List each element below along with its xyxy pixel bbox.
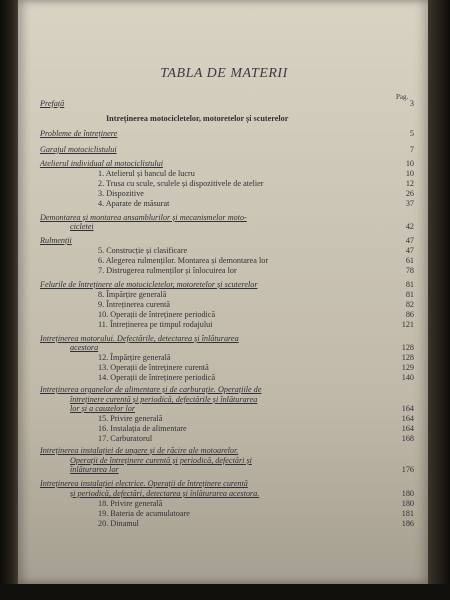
toc-entry-page: 86 xyxy=(405,310,414,319)
toc-entry-page: 164 xyxy=(401,404,414,413)
toc-entry-text: și periodică, defectări, detectarea și înlăturarea acestora. xyxy=(70,489,260,498)
toc-entry-text: 11. Întreținerea pe timpul rodajului xyxy=(98,320,213,329)
toc-entry-text: 7. Distrugerea rulmenților și înlocuirea lor xyxy=(98,266,237,275)
toc-entry-text: Intreținerea instalației electrice. Operații de întreținere curentă xyxy=(40,479,248,488)
toc-entry-text: Atelierul individual al motociclistului xyxy=(40,159,164,168)
toc-entry-page: 47 xyxy=(405,236,414,245)
toc-entry-page: 81 xyxy=(405,280,414,289)
toc-entry-text: întreținere curentă și periodică, defectările și înlăturarea xyxy=(70,395,258,404)
toc-entry-page: 5 xyxy=(409,129,414,138)
toc-entry-page: 164 xyxy=(401,414,414,423)
page-column-label: Pag. xyxy=(396,93,409,101)
cover-edge xyxy=(428,0,450,600)
toc-entry-text: Operații de întreținere curentă și periodică, defectări și xyxy=(70,456,252,465)
toc-entry-page: 37 xyxy=(405,199,414,208)
toc-entry-page: 3 xyxy=(409,99,414,108)
toc-entry-text: 6. Alegerea rulmenților. Montarea și demontarea lor xyxy=(98,256,269,265)
toc-entry-page: 140 xyxy=(401,373,414,382)
toc-entry-page: 164 xyxy=(401,424,414,433)
toc-entry-page: 10 xyxy=(405,159,414,168)
toc-entry-text: 2. Trusa cu scule, sculele și dispozitivele de atelier xyxy=(98,179,264,188)
book-page xyxy=(18,0,430,584)
toc-entry-text: 8. Împărțire generală xyxy=(98,290,167,299)
toc-entry-text: 19. Bateria de acumulatoare xyxy=(98,509,190,518)
page-title: TABLA DE MATERII xyxy=(160,66,288,81)
toc-entry-text: 18. Privire generală xyxy=(98,499,163,508)
toc-entry-text: 14. Operații de întreținere periodică xyxy=(98,373,216,382)
toc-entry-text: 10. Operații de întreținere periodică xyxy=(98,310,216,319)
toc-entry-text: lor și a cauzelor lor xyxy=(70,404,136,413)
bottom-shadow xyxy=(0,584,450,600)
toc-entry-page: 7 xyxy=(409,145,414,154)
toc-entry-text: 20. Dinamul xyxy=(98,519,139,528)
toc-entry-page: 26 xyxy=(405,189,414,198)
toc-entry-text: 3. Dispozitive xyxy=(98,189,144,198)
toc-entry-text: Probleme de întreținere xyxy=(40,129,118,138)
toc-entry-text: acestora xyxy=(70,343,99,352)
toc-entry-text: 15. Privire generală xyxy=(98,414,163,423)
toc-entry-text: Felurile de întreținere ale motocicletelor, motoretelor și scuterelor xyxy=(40,280,258,289)
toc-entry-text: 4. Aparate de măsurat xyxy=(98,199,170,208)
toc-entry-text: 5. Construcție și clasificare xyxy=(98,246,188,255)
toc-entry-page: 176 xyxy=(401,465,414,474)
toc-entry-text: Intreținerea instalației de ungere și de răcire ale motoarelor. xyxy=(40,446,239,455)
toc-entry-text: 17. Carburatorul xyxy=(98,434,153,443)
toc-entry-page: 128 xyxy=(401,343,414,352)
toc-entry-page: 180 xyxy=(401,499,414,508)
toc-entry-text: 1. Atelierul și bancul de lucru xyxy=(98,169,195,178)
toc-entry-text: 16. Instalația de alimentare xyxy=(98,424,187,433)
toc-entry-page: 81 xyxy=(405,290,414,299)
toc-entry-page: 61 xyxy=(405,256,414,265)
toc-entry-page: 42 xyxy=(405,222,414,231)
toc-entry-page: 181 xyxy=(401,509,414,518)
toc-entry-page: 10 xyxy=(405,169,414,178)
toc-entry-page: 121 xyxy=(401,320,414,329)
toc-entry-text: 9. Întreținerea curentă xyxy=(98,300,171,309)
toc-entry-text: Garajul motociclistului xyxy=(40,145,117,154)
toc-entry-page: 186 xyxy=(401,519,414,528)
toc-entry-text: Intreținerea organelor de alimentare și de carburație. Operațiile de xyxy=(40,385,262,394)
toc-entry-page: 128 xyxy=(401,353,414,362)
toc-entry-text: cicletei xyxy=(70,222,94,231)
toc-entry-page: 129 xyxy=(401,363,414,372)
toc-entry-page: 78 xyxy=(405,266,414,275)
toc-entry-page: 82 xyxy=(405,300,414,309)
toc-entry-text: Demontarea și montarea ansamblurilor și mecanismelor moto- xyxy=(40,213,247,222)
toc-entry-text: Prefață xyxy=(40,99,65,108)
toc-entry-text: Rulmenții xyxy=(40,236,72,245)
toc-entry-text: 12. Împărțire generală xyxy=(98,353,171,362)
toc-entry-text: Intreținerea motocicletelor, motoretelor și scuterelor xyxy=(106,114,289,123)
toc-entry-text: înlăturarea lor xyxy=(70,465,119,474)
toc-entry-page: 12 xyxy=(405,179,414,188)
toc-entry-page: 180 xyxy=(401,489,414,498)
toc-entry-page: 168 xyxy=(401,434,414,443)
toc-entry-text: Intreținerea motorului. Defectările, detectarea și înlăturarea xyxy=(40,334,239,343)
toc-entry-text: 13. Operații de întreținere curentă xyxy=(98,363,209,372)
toc-entry-page: 47 xyxy=(405,246,414,255)
